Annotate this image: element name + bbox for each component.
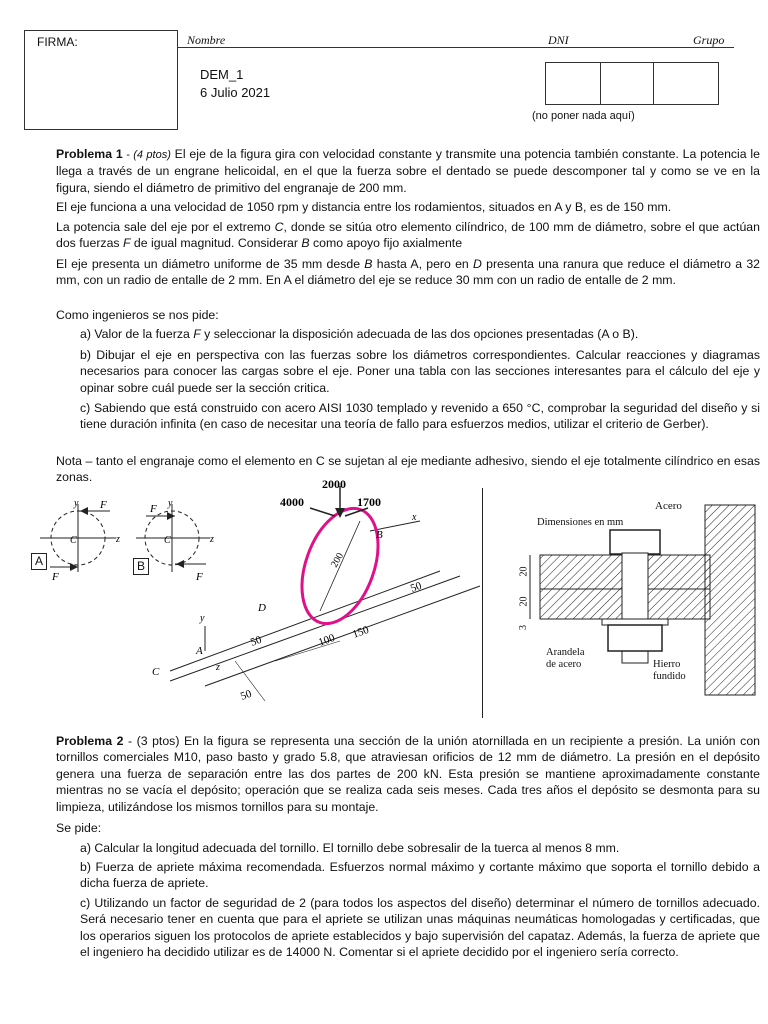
point-d-label: D: [258, 602, 266, 614]
option-a-diagram: [40, 498, 120, 583]
header-rule: [178, 47, 734, 48]
text-span: como apoyo fijo axialmente: [309, 236, 463, 251]
option-b-arrow-top: [167, 512, 175, 520]
text-span: F: [193, 327, 201, 341]
force-2000-label: 2000: [322, 477, 346, 491]
point-a-label: A: [196, 645, 203, 657]
exam-info: [200, 66, 270, 102]
shaft-upper-edge: [170, 571, 440, 671]
problema1-intro: [56, 146, 760, 196]
firma-label: FIRMA:: [37, 35, 78, 49]
text-span: B: [301, 236, 310, 251]
exam-date: 6 Julio 2021: [200, 85, 271, 100]
option-a-y-label: y: [74, 498, 79, 509]
gear-diameter-label: 200: [329, 551, 347, 570]
problema1-title: Problema 1: [56, 147, 123, 161]
grade-cell-2[interactable]: [600, 62, 654, 105]
problema1-p4: [56, 256, 760, 289]
dim-50-c: 50: [238, 687, 254, 703]
force-4000-line: [310, 508, 335, 516]
text-span: a) Valor de la fuerza: [80, 327, 194, 341]
dim-50-b: 50: [408, 579, 424, 595]
figure-divider: [482, 488, 483, 718]
cast-iron-wall: [705, 505, 755, 695]
problema1-item-a: [80, 326, 760, 342]
problema2-item-a: a) Calcular la longitud adecuada del tornillo. El tornillo debe sobresalir de la tuerca al menos 8 mm.: [80, 841, 620, 855]
option-b-c-label: C: [164, 535, 171, 546]
option-a-F-top: F: [100, 499, 107, 511]
dim-50-a: 50: [248, 633, 264, 649]
problema1-p3: [56, 219, 760, 252]
problema1-text: El eje de la figura gira con velocidad constante y transmite una potencia también constante. La potencia le llega a través de un engrane helicoidal, en el que la fuerza sobre el dentado se puede descomponer tal y como se ve en la figura, siendo el diámetro de primitivo del engranaje de 200 mm.: [56, 147, 760, 195]
point-c-label: C: [152, 666, 160, 678]
option-b-z-label: z: [210, 534, 214, 545]
text-line: de acero: [546, 659, 582, 670]
problema1-points: - (4 ptos): [122, 149, 171, 161]
arandela-label: [546, 647, 584, 671]
nut: [608, 625, 662, 651]
problema1-item-b: b) Dibujar el eje en perspectiva con las fuerzas sobre los diámetros correspondientes. Calcular reacciones y diagramas necesarios para conocer las cargas sobre el eje. Poner una tabla con las secciones interesantes para el cálculo del eje y opinar sobre cuál puede ser la sección critica.: [80, 348, 760, 395]
option-b-y-label: y: [168, 498, 173, 509]
nombre-label: Nombre: [187, 33, 226, 47]
grade-cell-3[interactable]: [653, 62, 719, 105]
problema2-item-c: c) Utilizando un factor de seguridad de 2 (para todos los aspectos del diseño) determinar el número de tornillos adecuado. Será necesario tener en cuenta que para el apriete se utilizan unas máquinas neumáticas homologadas y certificadas, que los operarios siguen los protocolos de apriete establecidos y bajo supervisión del capataz. Además, la fuerza de apriete que el ingeniero ha decidido utilizar es de 14000 N. Comentar si el apriete decidido por el ingeniero sería correcto.: [80, 896, 760, 960]
shaft-figure: [20, 476, 490, 726]
dim-150: 150: [350, 623, 371, 641]
grupo-label: Grupo: [693, 33, 725, 47]
text-line: Hierro: [653, 659, 681, 670]
problema1-nota: Nota – tanto el engranaje como el elemento en C se sujetan al eje mediante adhesivo, siendo el eje totalmente cilíndrico en esas zonas.: [56, 454, 760, 485]
shaft-base-line: [205, 586, 480, 686]
point-b-label: B: [376, 529, 383, 541]
option-b-F-bottom: F: [196, 571, 203, 583]
problema2-item-b: b) Fuerza de apriete máxima recomendada. Esfuerzos normal máximo y cortante máximo que soporta el tornillo debido a dicha fuerza de apriete.: [80, 860, 760, 891]
problema2-text: En la figura se representa una sección de la unión atornillada en un recipiente a presión. La unión con tornillos comerciales M10, paso basto y grado 5.8, que atraviesan orificios de 12 mm de diámetro. La presión en el depósito genera una fuerza de separación entre las dos partes de 200 kN. Esta presión se mantiene aproximadamente constante mientras no se vacía el depósito; operación que se realiza cada seis meses. Cada tres años el depósito se desmonta para su limpieza, utilizándose los mismos tornillos para su montaje.: [56, 734, 760, 814]
text-span: La potencia sale del eje por el extremo: [56, 220, 275, 234]
text-span: B: [364, 257, 373, 271]
text-span: hasta A, pero en: [372, 257, 473, 271]
option-a-c-label: C: [70, 535, 77, 546]
dimensiones-label: Dimensiones en mm: [537, 517, 624, 528]
grade-cell-1[interactable]: [545, 62, 601, 105]
text-span: de igual magnitud. Considerar: [130, 236, 302, 251]
text-span: y seleccionar la disposición adecuada de las dos opciones presentadas (A o B).: [200, 327, 639, 341]
option-a-arrow-bottom: [70, 563, 78, 571]
dim-20-b: 20: [518, 596, 530, 607]
text-span: El eje presenta un diámetro uniforme de 35 mm desde: [56, 257, 365, 271]
problema1-p5: Como ingenieros se nos pide:: [56, 308, 219, 322]
y-axis-label: y: [200, 613, 205, 624]
z-axis-label: z: [216, 662, 220, 673]
option-a-F-bottom: F: [52, 571, 59, 583]
text-span: F: [123, 236, 131, 251]
text-span: presenta una ranura que reduce el diámetro a 32 mm, con un radio de entalle de 2 mm. En A el diámetro del eje se reduce 30 mm con un radio de entalle de 2 mm.: [56, 257, 760, 288]
problema2-title: Problema 2: [56, 734, 124, 748]
option-a-arrow-top: [80, 507, 88, 515]
text-span: C: [274, 220, 284, 234]
option-a-box: A: [31, 553, 47, 570]
option-a-z-label: z: [116, 534, 120, 545]
force-1700-label: 1700: [357, 495, 381, 509]
force-4000-label: 4000: [280, 495, 304, 509]
text-span: D: [473, 257, 482, 271]
dim-20-a: 20: [518, 566, 530, 577]
option-b-F-top: F: [150, 503, 157, 515]
washer: [602, 619, 668, 625]
problema2-intro: [56, 733, 760, 815]
text-line: Arandela: [546, 647, 585, 658]
text-line: fundido: [653, 671, 686, 682]
dim-3: 3: [518, 625, 529, 630]
problema1-p2: El eje funciona a una velocidad de 1050 rpm y distancia entre los rodamientos, situados en A y B, es de 150 mm.: [56, 200, 672, 214]
dni-label: DNI: [548, 33, 569, 47]
problema2-se-pide: Se pide:: [56, 821, 102, 835]
text-span: , donde se sitúa otro elemento cilíndrico, de 100 mm de diámetro, sobre el que actúan dos fuerzas: [56, 220, 760, 251]
option-b-arrow-bottom: [176, 560, 184, 568]
problema2-points: - (3 ptos): [123, 734, 180, 748]
bolt-head: [610, 530, 660, 554]
x-axis-label: x: [412, 512, 417, 523]
no-poner-note: (no poner nada aquí): [532, 110, 635, 122]
hierro-label: [653, 659, 686, 683]
problema1-item-c: c) Sabiendo que está construido con acero AISI 1030 templado y revenido a 650 °C, comprobar la seguridad del diseño y si tiene duración infinita (en caso de necesitar una teoría de fallo para esfuerzos medios, utilizar el criterio de Gerber).: [80, 401, 760, 432]
exam-code: DEM_1: [200, 67, 244, 82]
acero-label: Acero: [655, 500, 682, 512]
dim-100: 100: [316, 631, 337, 649]
option-b-box: B: [133, 558, 149, 575]
